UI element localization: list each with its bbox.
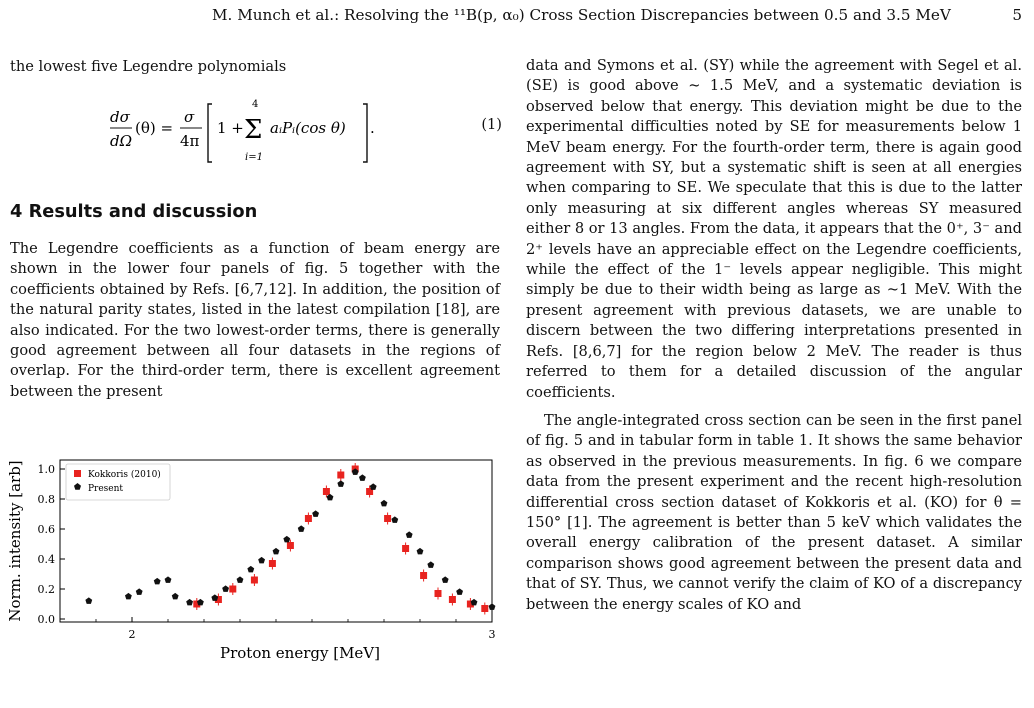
eq-one-plus: 1 + (217, 119, 244, 137)
right-paragraph-2: The angle-integrated cross section can be seen in the first panel of fig. 5 and in tabular form in table 1. It shows the same behavior as observed in the previous measurements. In fig. 6 we compare data from the present experiment and the recent high-resolution differential cross section dataset of Kokkoris et al. (KO) for θ = 150° [1]. The agreement is better than 5 keV which validates the overall energy calibration of the present dataset. A similar comparison shows good agreement between the present data and that of SY. Thus, we cannot verify the claim of KO of a discrepancy between the energy scales of KO and (526, 411, 1022, 613)
point-kokkoris (269, 560, 276, 567)
figure-6 (0, 440, 510, 704)
y-tick-label: 0.6 (37, 523, 55, 536)
point-present (298, 525, 305, 532)
point-present (406, 531, 413, 538)
point-kokkoris (229, 586, 236, 593)
point-kokkoris (305, 515, 312, 522)
x-axis-label: Proton energy [MeV] (220, 644, 380, 662)
point-kokkoris (384, 515, 391, 522)
x-tick-label: 3 (488, 628, 496, 641)
point-present (258, 557, 265, 564)
legend (66, 464, 170, 500)
point-present (247, 566, 254, 573)
point-kokkoris (449, 596, 456, 603)
point-kokkoris (337, 472, 344, 479)
point-present (337, 480, 344, 487)
point-present (417, 548, 424, 555)
right-paragraph-1: data and Symons et al. (SY) while the agreement with Segel et al. (SE) is good above ~ 1.5 MeV, and a systematic deviation is observed below that energy. This deviation might be due to the experimental difficulties noted by SE for measurements below 1 MeV beam energy. For the fourth-order term, there is again good agreement with SY, but a systematic shift is seen at all energies when comparing to SE. We speculate that this is due to the latter only measuring at six different angles whereas SY measured either 8 or 13 angles. From the data, it appears that the 0⁺, 3⁻ and 2⁺ levels have an appreciable effect on the Legendre coefficients, while the effect of the 1⁻ levels appear negligible. This might simply be due to their width being as large as ~1 MeV. With the present agreement with previous datasets, we are unable to discern between the two differing interpretations presented in Refs. [8,6,7] for the region below 2 MeV. The reader is thus referred to them for a detailed discussion of the angular coefficients. (526, 57, 1022, 401)
point-present (197, 599, 204, 606)
point-present (172, 593, 179, 600)
point-present (273, 548, 280, 555)
point-kokkoris (481, 605, 488, 612)
point-present (85, 597, 92, 604)
point-present (312, 510, 319, 517)
y-tick-label: 0.4 (37, 553, 55, 566)
x-tick-label: 2 (128, 628, 136, 641)
point-present (489, 603, 496, 610)
eq-theta: (θ) = (135, 119, 174, 137)
point-present (211, 594, 218, 601)
right-column-text (526, 56, 1022, 615)
point-kokkoris (251, 577, 258, 584)
legendre-equation (110, 92, 502, 182)
y-tick-label: 0.0 (37, 613, 55, 626)
eq-4pi: 4π (180, 132, 200, 150)
eq-sigma: σ (184, 108, 195, 126)
eq-sum-from: i=1 (245, 152, 263, 163)
y-tick-label: 0.2 (37, 583, 55, 596)
legend-marker-kokkoris (74, 470, 81, 477)
point-present (456, 588, 463, 595)
point-kokkoris (287, 542, 294, 549)
y-tick-label: 1.0 (37, 463, 55, 476)
point-present (370, 483, 377, 490)
point-present (222, 585, 229, 592)
point-present (359, 474, 366, 481)
legend-label-present: Present (88, 484, 124, 494)
x-axis (96, 617, 496, 641)
point-kokkoris (323, 488, 330, 495)
point-present (154, 578, 161, 585)
point-present (471, 599, 478, 606)
point-present (165, 576, 172, 583)
y-tick-label: 0.8 (37, 493, 55, 506)
eq-period: . (370, 119, 375, 137)
point-present (391, 516, 398, 523)
y-axis-label: Norm. intensity [arb] (6, 460, 24, 622)
eq-domega: dΩ (110, 132, 133, 150)
point-present (237, 576, 244, 583)
y-axis (38, 463, 66, 626)
running-title: M. Munch et al.: Resolving the ¹¹B(p, α₀) Cross Section Discrepancies between 0.5 and 3.5 MeV (212, 6, 951, 24)
equation-graphic (110, 92, 440, 182)
section-heading: 4 Results and discussion (10, 201, 258, 222)
point-kokkoris (420, 572, 427, 579)
point-kokkoris (435, 590, 442, 597)
point-present (125, 593, 132, 600)
equation-number: (1) (481, 116, 502, 133)
eq-dsigma: dσ (110, 108, 130, 126)
chart-svg (0, 440, 510, 704)
point-present (442, 576, 449, 583)
point-present (186, 599, 193, 606)
intro-line: the lowest five Legendre polynomials (10, 58, 287, 75)
point-present (283, 536, 290, 543)
eq-sum: Σ (244, 115, 263, 145)
point-present (381, 500, 388, 507)
point-present (136, 588, 143, 595)
left-column-text (10, 239, 500, 402)
left-paragraph: The Legendre coefficients as a function of beam energy are shown in the lower four panels of fig. 5 together with the coefficients obtained by Refs. [6,7,12]. In addition, the position of the natural parity states, listed in the latest compilation [18], are also indicated. For the two lowest-order terms, there is generally good agreement between all four datasets in the regions of overlap. For the third-order term, there is excellent agreement between the present (10, 240, 500, 400)
page-number: 5 (1012, 6, 1022, 24)
page-header (0, 6, 1034, 30)
eq-term: aᵢPᵢ(cos θ) (270, 119, 346, 137)
point-kokkoris (402, 545, 409, 552)
eq-sum-to: 4 (252, 99, 259, 110)
point-present (427, 561, 434, 568)
legend-label-kokkoris: Kokkoris (2010) (88, 470, 161, 480)
